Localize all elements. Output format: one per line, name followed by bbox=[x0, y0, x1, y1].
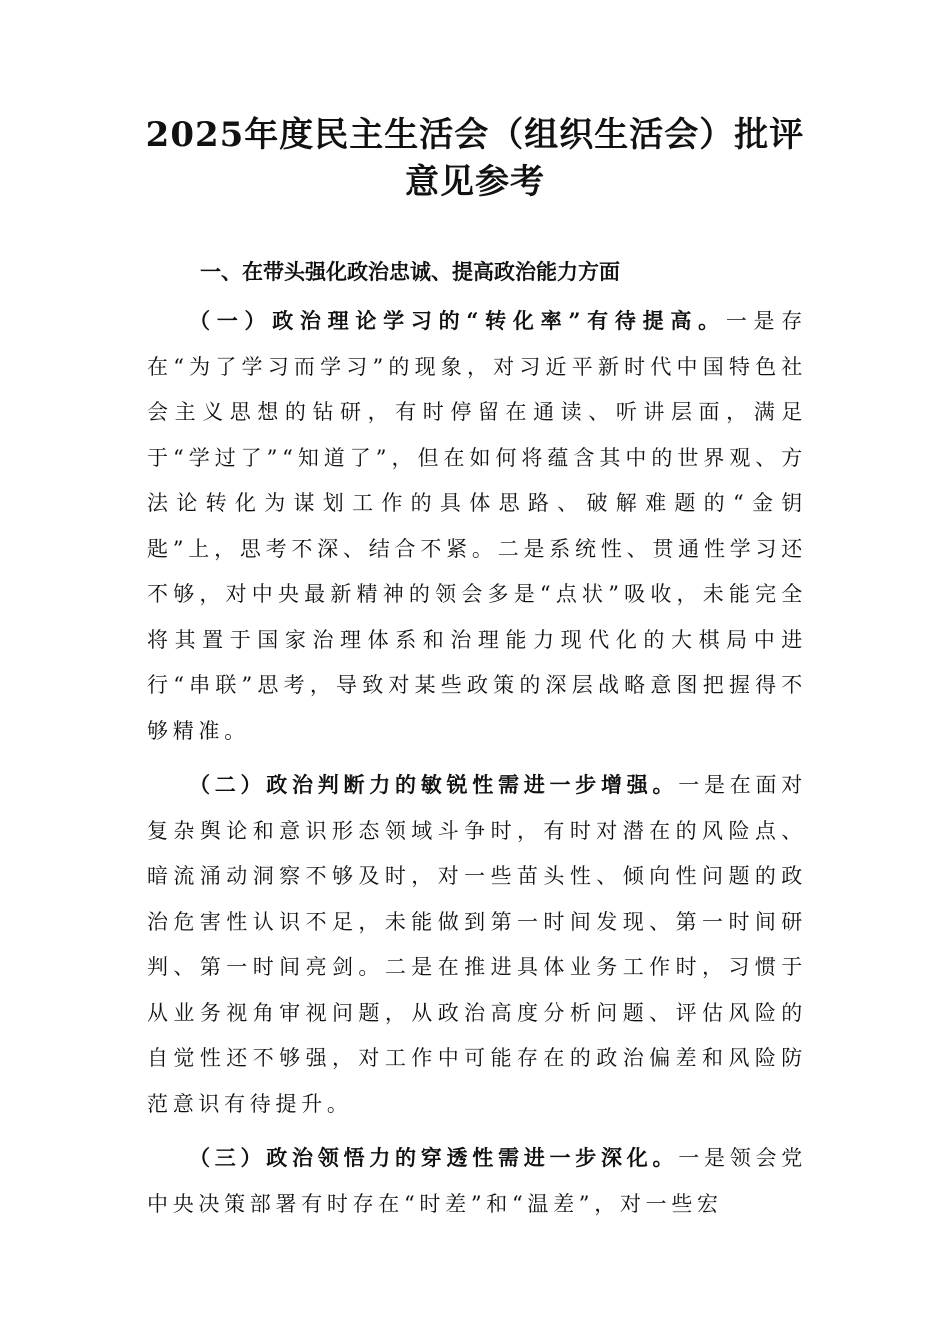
paragraph-1-text: 一是存在“为了学习而学习”的现象，对习近平新时代中国特色社会主义思想的钻研，有时停留在通读、听讲层面，满足于“学过了”“知道了”，但在如何将蕴含其中的世界观、方法论转化为谋划工作的具体思路、破解难题的“金钥匙”上，思考不深、结合不紧。二是系统性、贯通性学习还不够，对中央最新精神的领会多是“点状”吸收，未能完全将其置于国家治理体系和治理能力现代化的大棋局中进行“串联”思考，导致对某些政策的深层战略意图把握得不够精准。 bbox=[147, 309, 807, 743]
paragraph-3-lead: （三）政治领悟力的穿透性需进一步深化。 bbox=[189, 1145, 679, 1170]
title-line-1: 2025年度民主生活会（组织生活会）批评 bbox=[145, 115, 805, 155]
section-heading: 一、在带头强化政治忠诚、提高政治能力方面 bbox=[200, 260, 620, 284]
paragraph-2-lead: （二）政治判断力的敏锐性需进一步增强。 bbox=[189, 772, 679, 797]
paragraph-1-lead: （一）政治理论学习的“转化率”有待提高。 bbox=[189, 308, 726, 333]
document-body bbox=[147, 298, 807, 1235]
document-title bbox=[100, 112, 850, 206]
paragraph-2 bbox=[147, 762, 807, 1127]
paragraph-3-text: 一是领会党中央决策部署有时存在“时差”和“温差”，对一些宏 bbox=[147, 1146, 807, 1216]
paragraph-1 bbox=[147, 298, 807, 754]
paragraph-2-text: 一是在面对复杂舆论和意识形态领域斗争时，有时对潜在的风险点、暗流涌动洞察不够及时，对一些苗头性、倾向性问题的政治危害性认识不足，未能做到第一时间发现、第一时间研判、第一时间亮剑。二是在推进具体业务工作时，习惯于从业务视角审视问题，从政治高度分析问题、评估风险的自觉性还不够强，对工作中可能存在的政治偏差和风险防范意识有待提升。 bbox=[147, 773, 807, 1116]
paragraph-3 bbox=[147, 1135, 807, 1227]
title-line-2: 意见参考 bbox=[405, 162, 545, 202]
